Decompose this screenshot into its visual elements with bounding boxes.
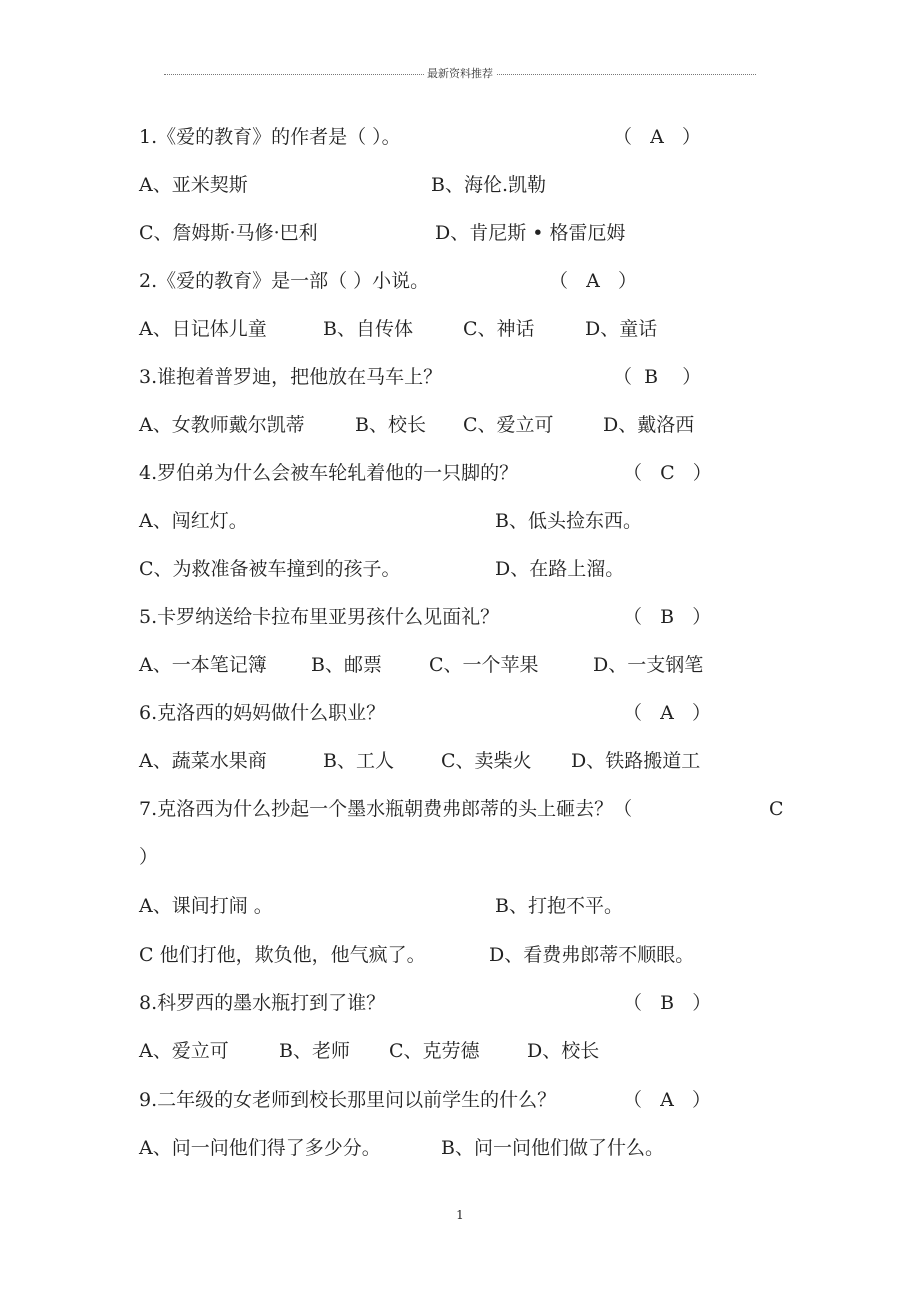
question-5-stem: 5.卡罗纳送给卡拉布里亚男孩什么见面礼？ <box>139 606 500 628</box>
option-a: A、课间打闹 。 <box>139 895 273 917</box>
option-c: C、詹姆斯·马修·巴利 <box>139 222 318 244</box>
page-number: 1 <box>456 1208 464 1222</box>
question-9-stem: 9.二年级的女老师到校长那里问以前学生的什么？ <box>139 1089 557 1111</box>
option-b: B、海伦.凯勒 <box>431 174 547 196</box>
option-a: A、一本笔记簿 <box>139 654 267 676</box>
question-6-stem: 6.克洛西的妈妈做什么职业？ <box>139 702 386 724</box>
question-3-answer: （ B ） <box>613 366 702 388</box>
question-1 <box>139 124 880 150</box>
question-9-answer: （ A ） <box>623 1089 711 1111</box>
option-c: C、为救准备被车撞到的孩子。 <box>139 558 401 580</box>
option-c: C、一个苹果 <box>429 654 539 676</box>
option-d: D、校长 <box>527 1040 600 1062</box>
question-5 <box>139 604 880 630</box>
option-b: B、问一问他们做了什么。 <box>441 1137 664 1159</box>
option-a: A、亚米契斯 <box>139 174 248 196</box>
question-4-answer: （ C ） <box>623 462 712 484</box>
option-d: D、戴洛西 <box>603 414 695 436</box>
option-a: A、蔬菜水果商 <box>139 750 267 772</box>
option-d: D、铁路搬道工 <box>571 750 701 772</box>
option-a: A、闯红灯。 <box>139 510 248 532</box>
question-8-answer: （ B ） <box>623 992 712 1014</box>
option-b: B、老师 <box>279 1040 350 1062</box>
question-2-stem: 2.《爱的教育》是一部（ ）小说。 <box>139 270 430 292</box>
page-header <box>164 66 756 82</box>
option-d: D、童话 <box>585 318 658 340</box>
option-b: B、自传体 <box>323 318 413 340</box>
option-a: A、女教师戴尔凯蒂 <box>139 414 305 436</box>
question-7-closing-paren: ） <box>139 846 159 868</box>
question-8-stem: 8.科罗西的墨水瓶打到了谁？ <box>139 992 386 1014</box>
option-a: A、日记体儿童 <box>139 318 267 340</box>
option-a: A、爱立可 <box>139 1040 229 1062</box>
question-1-stem: 1.《爱的教育》的作者是（ ）。 <box>139 126 401 148</box>
option-c: C、神话 <box>463 318 535 340</box>
question-3-stem: 3.谁抱着普罗迪，把他放在马车上？ <box>139 366 443 388</box>
header-label: 最新资料推荐 <box>424 66 496 82</box>
question-5-answer: （ B ） <box>623 606 712 628</box>
option-c: C、卖柴火 <box>441 750 532 772</box>
option-b: B、工人 <box>323 750 394 772</box>
question-1-answer: （ A ） <box>613 126 701 148</box>
question-9 <box>139 1087 880 1113</box>
question-2 <box>139 268 880 294</box>
option-b: B、打抱不平。 <box>495 895 623 917</box>
question-7-answer: C <box>769 798 784 820</box>
option-b: B、邮票 <box>311 654 382 676</box>
option-b: B、低头捡东西。 <box>495 510 642 532</box>
question-6 <box>139 700 880 726</box>
option-a: A、问一问他们得了多少分。 <box>139 1137 381 1159</box>
question-2-answer: （ A ） <box>549 270 637 292</box>
option-d: D、看费弗郎蒂不顺眼。 <box>489 944 695 966</box>
option-d: D、肯尼斯 • 格雷厄姆 <box>435 222 626 244</box>
question-3 <box>139 364 880 390</box>
question-4-stem: 4.罗伯弟为什么会被车轮轧着他的一只脚的？ <box>139 462 519 484</box>
option-c: C、克劳德 <box>389 1040 480 1062</box>
question-7 <box>139 796 880 822</box>
question-4 <box>139 460 880 486</box>
option-b: B、校长 <box>355 414 426 436</box>
option-c: C 他们打他，欺负他，他气疯了。 <box>139 944 426 966</box>
question-7-continuation <box>139 844 880 870</box>
question-7-stem: 7.克洛西为什么抄起一个墨水瓶朝费弗郎蒂的头上砸去？（ <box>139 798 633 820</box>
question-6-answer: （ A ） <box>623 702 711 724</box>
option-d: D、一支钢笔 <box>593 654 704 676</box>
option-d: D、在路上溜。 <box>495 558 625 580</box>
option-c: C、爱立可 <box>463 414 554 436</box>
question-8 <box>139 990 880 1016</box>
